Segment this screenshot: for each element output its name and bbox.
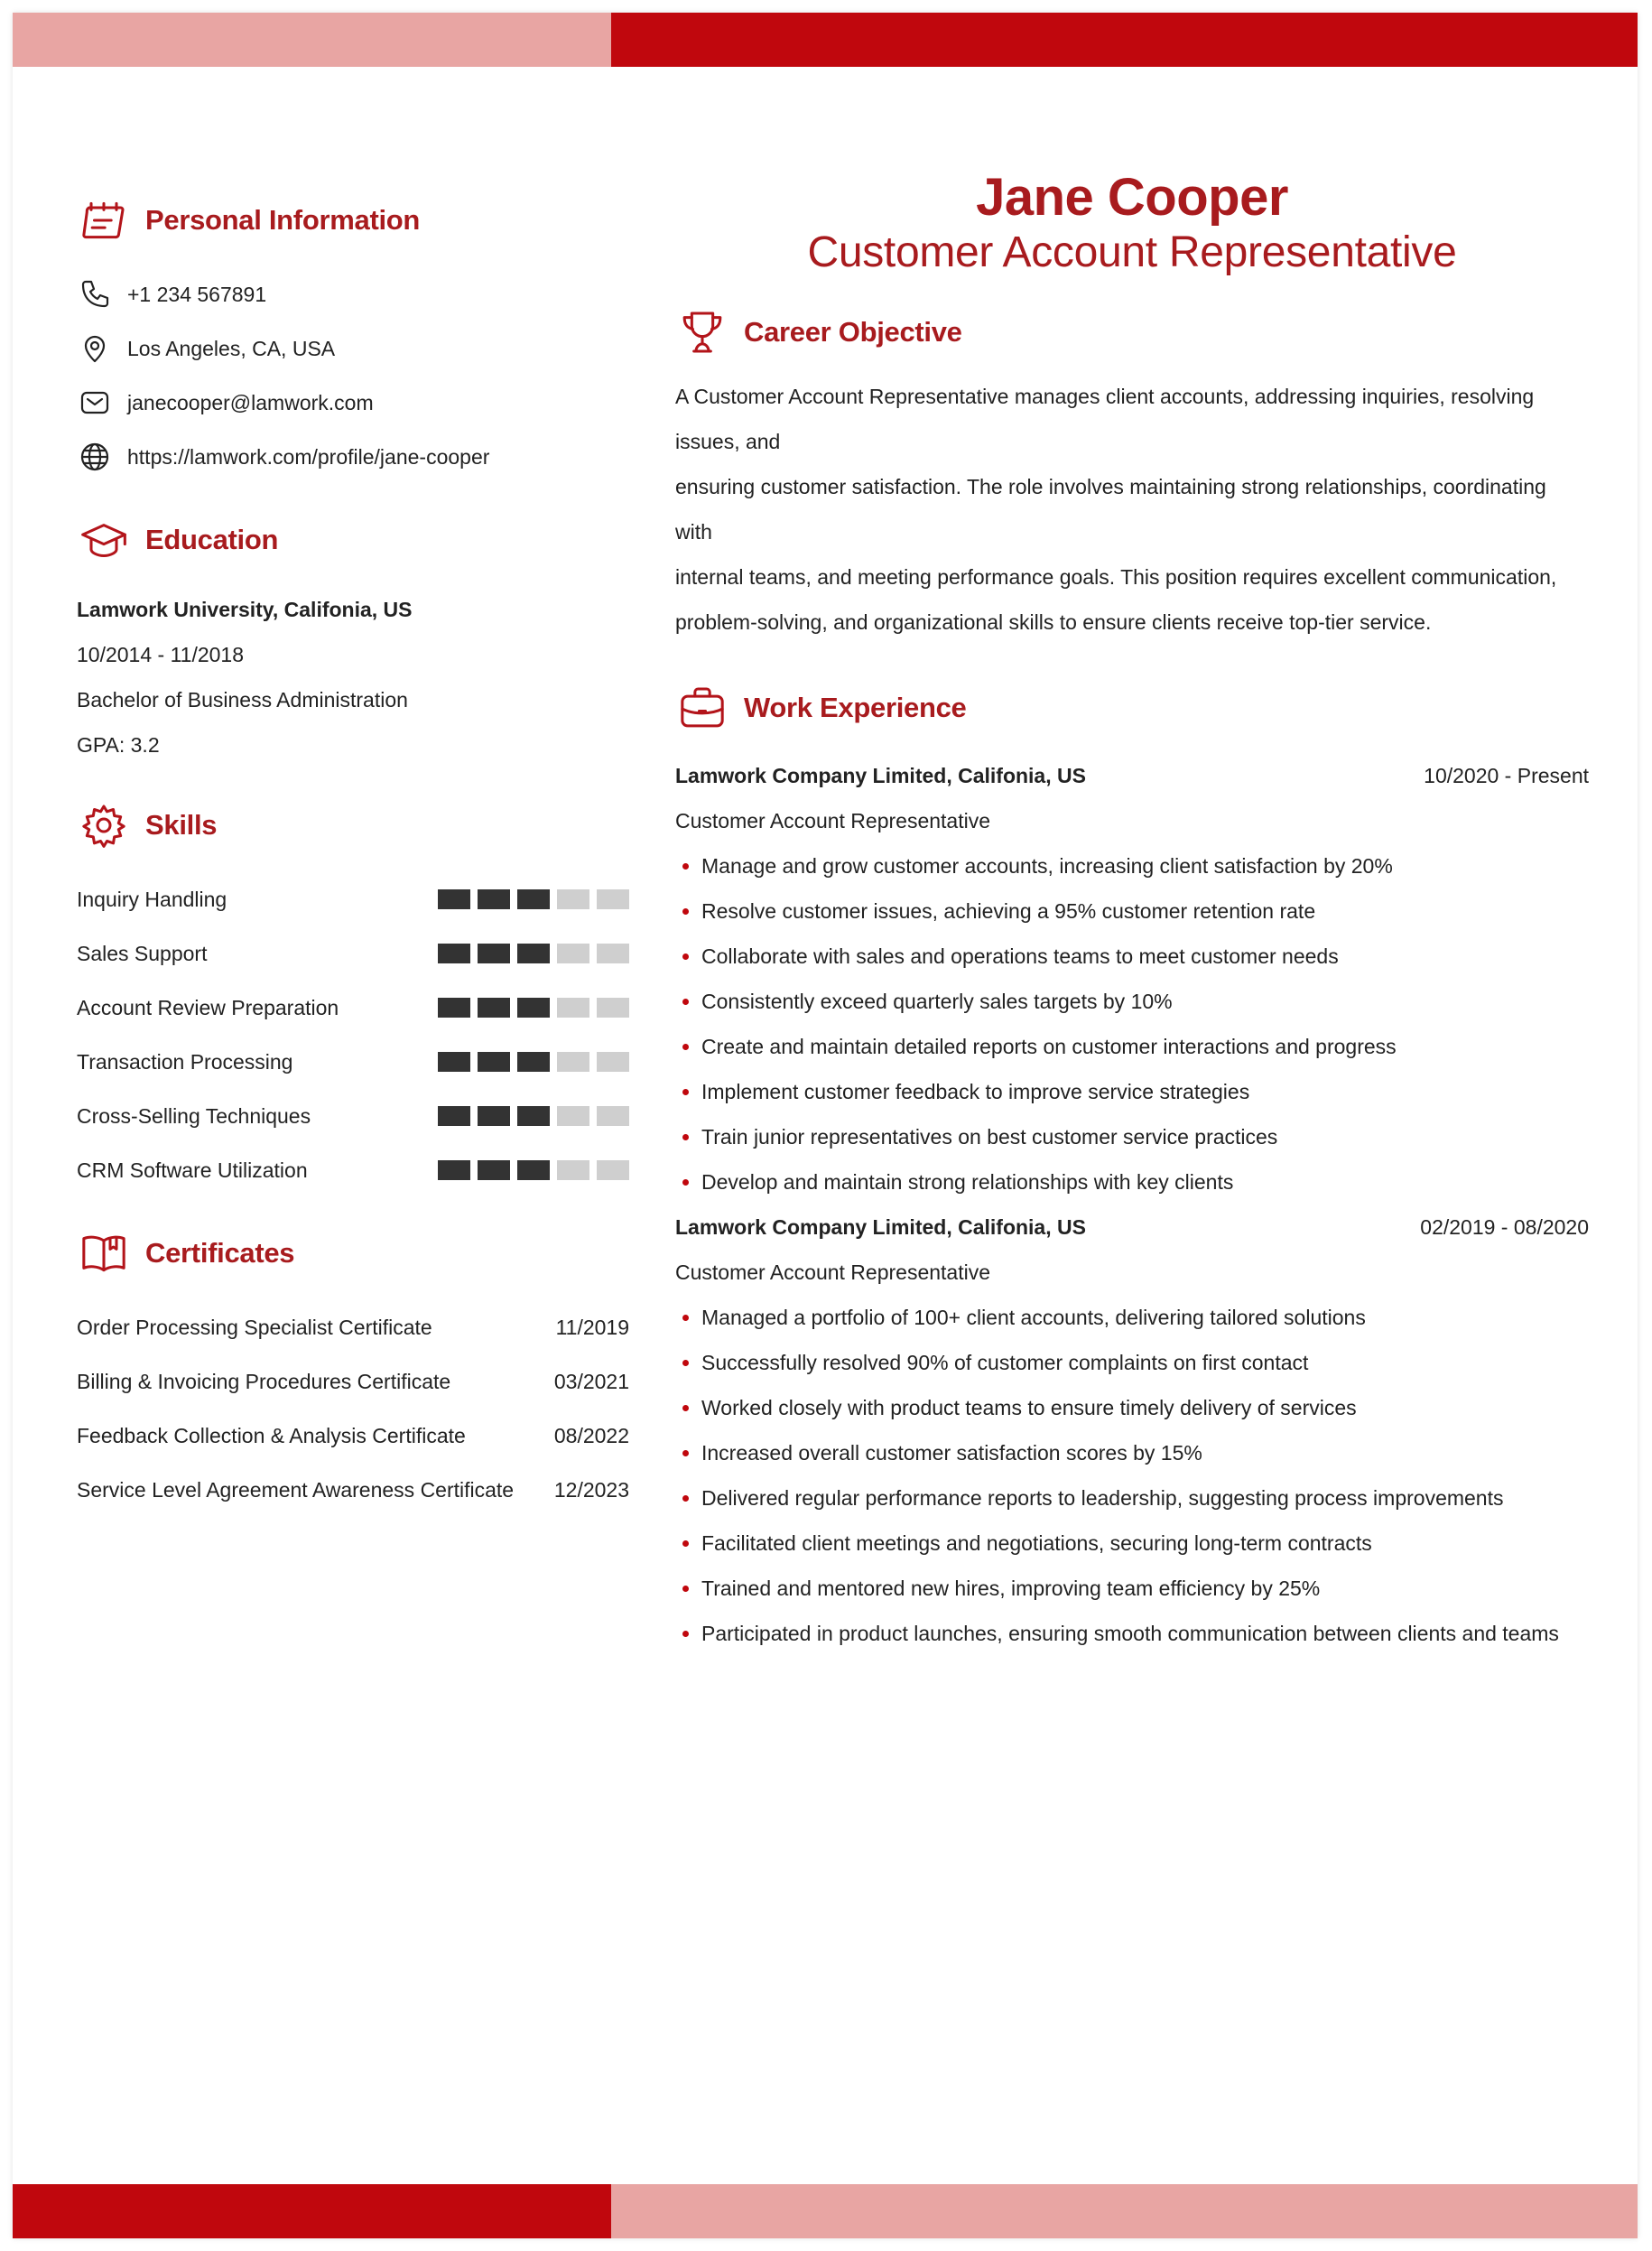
gear-icon xyxy=(77,798,131,852)
job-bullet: Train junior representatives on best customer service practices xyxy=(675,1114,1589,1159)
left-column xyxy=(77,193,629,1517)
certificate-date: 11/2019 xyxy=(555,1315,629,1339)
certificate-row xyxy=(77,1463,629,1517)
certificate-row xyxy=(77,1409,629,1463)
top-band-light xyxy=(13,13,611,67)
job-bullets xyxy=(675,843,1589,1205)
skill-label: Account Review Preparation xyxy=(77,995,339,1019)
certificate-date: 03/2021 xyxy=(553,1369,629,1393)
job-bullet: Worked closely with product teams to ensure timely delivery of services xyxy=(675,1385,1589,1430)
skill-level-meter xyxy=(438,998,629,1018)
skill-row xyxy=(77,1143,629,1197)
skill-label: Transaction Processing xyxy=(77,1049,293,1074)
skill-row xyxy=(77,926,629,981)
work-experience-title: Work Experience xyxy=(744,692,967,723)
skill-level-segment xyxy=(597,889,629,909)
skill-level-segment xyxy=(517,1160,550,1180)
candidate-title: Customer Account Representative xyxy=(807,228,1457,276)
job-2 xyxy=(675,1205,1589,1656)
skill-level-segment xyxy=(478,889,510,909)
skill-level-segment xyxy=(478,1052,510,1072)
skill-label: CRM Software Utilization xyxy=(77,1158,308,1182)
skill-level-segment xyxy=(517,1106,550,1126)
personal-info-title: Personal Information xyxy=(145,204,421,236)
open-book-icon xyxy=(77,1226,131,1280)
certificate-name: Feedback Collection & Analysis Certificate xyxy=(77,1423,466,1447)
job-bullet: Managed a portfolio of 100+ client accounts, delivering tailored solutions xyxy=(675,1295,1589,1340)
resume-page xyxy=(13,13,1638,2238)
skill-level-segment xyxy=(438,998,470,1018)
skills-title: Skills xyxy=(145,809,218,841)
skill-level-segment xyxy=(478,1106,510,1126)
contact-email xyxy=(77,376,629,430)
skill-level-segment xyxy=(517,998,550,1018)
education-school: Lamwork University, Califonia, US xyxy=(77,598,413,621)
skill-level-segment xyxy=(438,1106,470,1126)
job-bullet: Collaborate with sales and operations teams to meet customer needs xyxy=(675,934,1589,979)
skill-row xyxy=(77,1035,629,1089)
career-objective-header xyxy=(675,305,1589,359)
skill-level-segment xyxy=(597,944,629,963)
job-bullet: Successfully resolved 90% of customer complaints on first contact xyxy=(675,1340,1589,1385)
candidate-name: Jane Cooper xyxy=(976,168,1288,227)
skill-level-segment xyxy=(438,889,470,909)
skill-level-meter xyxy=(438,1160,629,1180)
globe-icon xyxy=(77,439,113,475)
certificates-title: Certificates xyxy=(145,1237,295,1269)
personal-info-header xyxy=(77,193,629,247)
bottom-band-dark xyxy=(13,2184,611,2238)
education-gpa: GPA: 3.2 xyxy=(77,733,160,757)
job-bullet: Resolve customer issues, achieving a 95% customer retention rate xyxy=(675,888,1589,934)
objective-line: internal teams, and meeting performance goals. This position requires excellent communication, xyxy=(675,565,1557,589)
skill-level-segment xyxy=(478,1160,510,1180)
job-dates: 10/2020 - Present xyxy=(1424,764,1589,787)
certificate-row xyxy=(77,1354,629,1409)
top-band-dark xyxy=(611,13,1638,67)
skill-row xyxy=(77,1089,629,1143)
job-bullet: Delivered regular performance reports to leadership, suggesting process improvements xyxy=(675,1475,1589,1521)
education-block xyxy=(77,587,629,767)
contact-list xyxy=(77,267,629,484)
skill-level-segment xyxy=(597,1160,629,1180)
skill-level-segment xyxy=(557,1160,589,1180)
mail-icon xyxy=(77,385,113,421)
objective-line: A Customer Account Representative manages client accounts, addressing inquiries, resolving issues, and xyxy=(675,385,1535,453)
calendar-note-icon xyxy=(77,193,131,247)
certificate-name: Service Level Agreement Awareness Certificate xyxy=(77,1477,515,1502)
certificates-header xyxy=(77,1226,629,1280)
job-bullet: Create and maintain detailed reports on customer interactions and progress xyxy=(675,1024,1589,1069)
skill-row xyxy=(77,872,629,926)
skill-level-segment xyxy=(597,1052,629,1072)
skill-level-segment xyxy=(438,1160,470,1180)
location-pin-icon xyxy=(77,330,113,367)
job-bullet: Trained and mentored new hires, improving team efficiency by 25% xyxy=(675,1566,1589,1611)
certificate-name: Billing & Invoicing Procedures Certificate xyxy=(77,1369,451,1393)
skill-label: Inquiry Handling xyxy=(77,887,227,911)
skill-level-segment xyxy=(557,889,589,909)
skill-level-segment xyxy=(557,944,589,963)
briefcase-icon xyxy=(675,681,729,735)
phone-text: +1 234 567891 xyxy=(127,282,267,306)
graduation-cap-icon xyxy=(77,513,131,567)
education-header xyxy=(77,513,629,567)
job-bullet: Participated in product launches, ensuring smooth communication between clients and teams xyxy=(675,1611,1589,1656)
trophy-icon xyxy=(675,305,729,359)
education-dates: 10/2014 - 11/2018 xyxy=(77,643,245,666)
skill-level-segment xyxy=(597,998,629,1018)
certificates-list xyxy=(77,1300,629,1517)
skill-level-meter xyxy=(438,1052,629,1072)
job-bullet: Implement customer feedback to improve service strategies xyxy=(675,1069,1589,1114)
education-degree: Bachelor of Business Administration xyxy=(77,688,408,712)
skill-level-segment xyxy=(517,1052,550,1072)
skills-list xyxy=(77,872,629,1197)
skill-level-segment xyxy=(517,889,550,909)
job-header xyxy=(675,753,1589,798)
objective-line: ensuring customer satisfaction. The role involves maintaining strong relationships, coordinating with xyxy=(675,475,1546,544)
skill-level-segment xyxy=(597,1106,629,1126)
skill-label: Sales Support xyxy=(77,941,208,965)
skill-level-segment xyxy=(478,998,510,1018)
education-title: Education xyxy=(145,524,279,555)
contact-website xyxy=(77,430,629,484)
job-position: Customer Account Representative xyxy=(675,1260,991,1284)
website-text: https://lamwork.com/profile/jane-cooper xyxy=(127,444,490,469)
job-bullet: Increased overall customer satisfaction scores by 15% xyxy=(675,1430,1589,1475)
job-company: Lamwork Company Limited, Califonia, US xyxy=(675,764,1086,787)
email-text: janecooper@lamwork.com xyxy=(127,390,374,414)
job-1 xyxy=(675,753,1589,1205)
contact-location xyxy=(77,321,629,376)
job-dates: 02/2019 - 08/2020 xyxy=(1420,1215,1589,1239)
job-bullet: Consistently exceed quarterly sales targets by 10% xyxy=(675,979,1589,1024)
skill-level-meter xyxy=(438,1106,629,1126)
skill-level-segment xyxy=(557,1106,589,1126)
work-experience-header xyxy=(675,681,1589,735)
job-header xyxy=(675,1205,1589,1250)
skills-header xyxy=(77,798,629,852)
skill-level-segment xyxy=(557,1052,589,1072)
phone-icon xyxy=(77,276,113,312)
job-bullet: Develop and maintain strong relationships with key clients xyxy=(675,1159,1589,1205)
career-objective-text xyxy=(675,374,1589,645)
location-text: Los Angeles, CA, USA xyxy=(127,336,336,360)
skill-level-segment xyxy=(517,944,550,963)
skill-level-segment xyxy=(478,944,510,963)
certificate-date: 12/2023 xyxy=(553,1477,629,1502)
job-bullet: Manage and grow customer accounts, increasing client satisfaction by 20% xyxy=(675,843,1589,888)
bottom-band-light xyxy=(611,2184,1638,2238)
certificate-row xyxy=(77,1300,629,1354)
skill-label: Cross-Selling Techniques xyxy=(77,1103,311,1128)
objective-line: problem-solving, and organizational skills to ensure clients receive top-tier service. xyxy=(675,610,1432,634)
right-column xyxy=(675,166,1589,1656)
certificate-name: Order Processing Specialist Certificate xyxy=(77,1315,432,1339)
skill-row xyxy=(77,981,629,1035)
certificate-date: 08/2022 xyxy=(553,1423,629,1447)
job-bullet: Facilitated client meetings and negotiations, securing long-term contracts xyxy=(675,1521,1589,1566)
skill-level-meter xyxy=(438,889,629,909)
contact-phone xyxy=(77,267,629,321)
skill-level-meter xyxy=(438,944,629,963)
job-bullets xyxy=(675,1295,1589,1656)
skill-level-segment xyxy=(557,998,589,1018)
skill-level-segment xyxy=(438,944,470,963)
job-position: Customer Account Representative xyxy=(675,809,991,832)
job-company: Lamwork Company Limited, Califonia, US xyxy=(675,1215,1086,1239)
skill-level-segment xyxy=(438,1052,470,1072)
career-objective-title: Career Objective xyxy=(744,316,962,348)
